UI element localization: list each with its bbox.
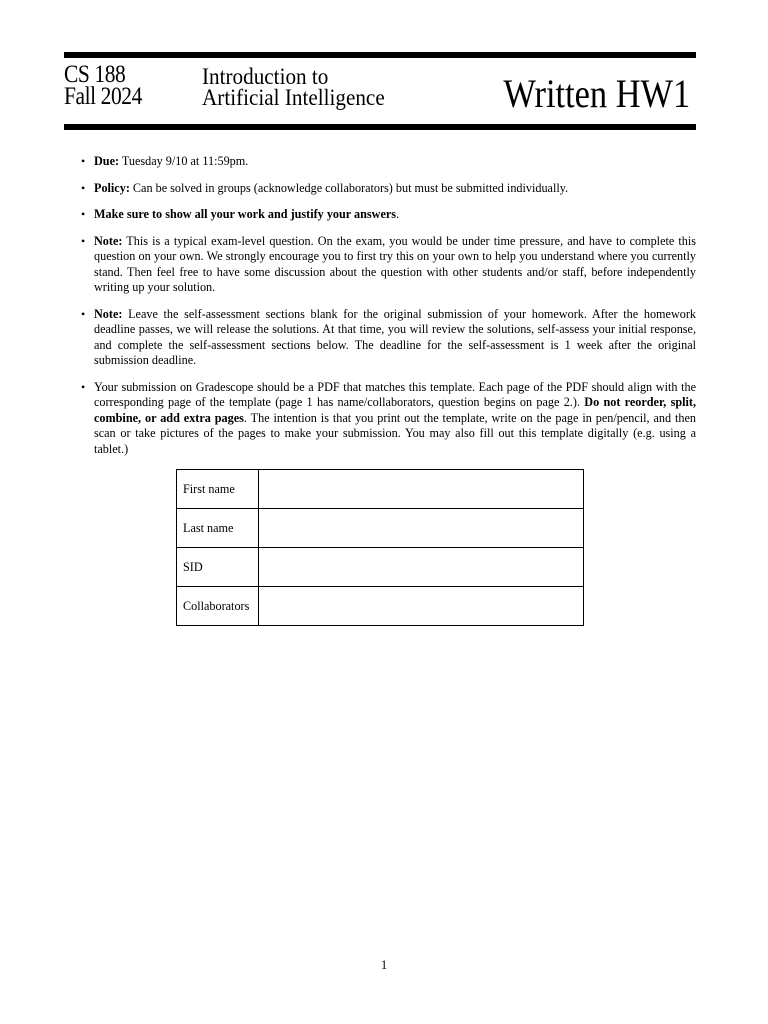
course-title-line1: Introduction to [202, 64, 329, 89]
course-code: CS 188 [64, 61, 126, 88]
due-text: Tuesday 9/10 at 11:59pm. [119, 154, 249, 168]
show-work-text: Make sure to show all your work and justify your answers [94, 207, 397, 221]
show-work-item [81, 207, 696, 223]
last-name-field[interactable] [259, 509, 584, 548]
first-name-field[interactable] [259, 470, 584, 509]
sid-label: SID [177, 548, 259, 587]
policy-text: Can be solved in groups (acknowledge collaborators) but must be submitted individually. [129, 180, 569, 195]
note-self-assessment-text: Leave the self-assessment sections blank for the original submission of your homework. After the homework deadline passes, we will release the solutions. At that time, you will review the solutions, self-assess your initial response, and complete the self-assessment sections below. The deadline for the self-assessment is 1 week after the original submission deadline. [94, 306, 696, 367]
instructions-list [81, 154, 696, 468]
policy-label: Policy: [94, 180, 130, 195]
course-term: Fall 2024 [64, 83, 142, 110]
table-row [177, 470, 584, 509]
note-self-assessment-item [81, 306, 696, 369]
policy-item [81, 180, 696, 197]
course-info [64, 61, 142, 110]
note-self-assessment-label: Note: [94, 306, 123, 321]
due-item [81, 154, 696, 170]
bullet-icon: • [81, 306, 86, 321]
page-number: 1 [380, 958, 388, 972]
submission-text-before: Your submission on Gradescope should be a PDF that matches this template. Each page of the PDF should align with the corresponding page of the template (page 1 has name/collaborators, question begins on page 2.). [94, 379, 696, 409]
note-exam-text: This is a typical exam-level question. On the exam, you would be under time pressure, and have to complete this question on your own. We strongly encourage you to first try this on your own to help you understand where you currently stand. Then feel free to have some discussion about the question with other students and/or staff, before independently writing up your solution. [94, 233, 696, 294]
submission-bold: Do not reorder, split, combine, or add extra pages [94, 395, 696, 425]
first-name-label: First name [177, 470, 259, 509]
bullet-icon: • [81, 180, 86, 195]
submission-text-after: . The intention is that you print out the template, write on the page in pen/pencil, and then scan or take pictures of the pages to make your submission. You may also fill out this template digitally (e.g. using a tablet.) [94, 410, 696, 456]
bullet-icon: • [81, 379, 86, 394]
table-row [177, 587, 584, 626]
show-work-period: . [396, 207, 400, 221]
header-top-rule [64, 52, 696, 58]
table-row [177, 509, 584, 548]
due-label: Due: [94, 154, 120, 168]
assignment-title: Written HW1 [503, 71, 690, 116]
bullet-icon: • [81, 207, 86, 221]
note-exam-item [81, 233, 696, 296]
table-row [177, 548, 584, 587]
bullet-icon: • [81, 233, 86, 248]
note-exam-label: Note: [94, 233, 123, 248]
student-info-table [176, 469, 584, 626]
course-title-line2: Artificial Intelligence [202, 85, 385, 110]
course-title [202, 66, 385, 108]
submission-item [81, 379, 696, 458]
sid-field[interactable] [259, 548, 584, 587]
last-name-label: Last name [177, 509, 259, 548]
header-bottom-rule [64, 124, 696, 130]
collaborators-label: Collaborators [177, 587, 259, 626]
collaborators-field[interactable] [259, 587, 584, 626]
bullet-icon: • [81, 154, 86, 168]
